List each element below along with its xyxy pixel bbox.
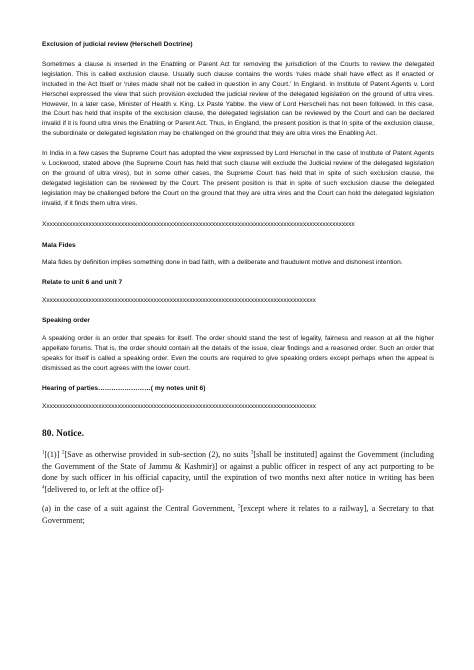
document-page [42, 40, 434, 526]
section-exclusion-judicial-review [42, 40, 434, 230]
notice-text-2: [Save as otherwise provided in sub-section (2), no suits [64, 450, 251, 460]
heading-exclusion-judicial-review: Exclusion of judicial review (Herschell Doctrine) [42, 41, 193, 48]
notice-text-1: [(1)] [44, 450, 62, 460]
clause-a-text-1: (a) in the case of a suit against the Central Government, [42, 504, 239, 514]
clause-a-text-2: [except where it relates to a railway], a Secretary to that Government; [42, 504, 434, 525]
section-notice [42, 429, 434, 525]
footnote-ref-5: 5 [238, 504, 241, 510]
paragraph-notice-clause-a [42, 503, 434, 526]
separator-line-3: Xxxxxxxxxxxxxxxxxxxxxxxxxxxxxxxxxxxxxxxxxxxxxxxxxxxxxxxxxxxxxxxxxxxxxxxxxxxxxxxxxxxx [42, 402, 316, 410]
footnote-ref-1: 1 [42, 450, 45, 456]
section-relate-units [42, 278, 434, 306]
heading-hearing-of-parties: Hearing of parties……………………( my notes unit 6) [42, 384, 206, 392]
section-mala-fides [42, 241, 434, 269]
footnote-ref-3: 3 [250, 450, 254, 456]
paragraph-india-position: In India in a few cases the Supreme Court has adopted the view expressed by Lord Herschel in the case of Institute of Patent Agents v. Lockwood, stated above (the Supreme Court has held that such clause will exclude the Judicial review of the delegated legislation on the ground of ultra vires), but in some other cases, the Supreme Court has held that in spite of such exclusion clause, the delegated legislation can be reviewed by the Court. The present position is that in spite of such exclusion clause the delegated legislation may be challenged before the Court on the ground that they are ultra vires and the Court can hold the delegated legislation invalid, if it finds them ultra vires. [42, 150, 434, 207]
footnote-ref-4: 4 [42, 485, 45, 490]
paragraph-england-position: Sometimes a clause is inserted in the Enabling or Parent Act for removing the jurisdiction of the Courts to review the delegated legislation. This is called exclusion clause. Usually such clause contains the words ‘rules made shall have effect as If enacted or Included in the Act Itself or ‘rules made shall not be called in question in any Court.’ In England. in Institute of Patent Agents v. Lord Herschel expressed the view that such provision excluded the judicial review of the delegated legislation on the ground of ultra vires. However, In a later case, Minister of Health v. King. Lx Paste Yabbe. the view of Lord Herscheli has not been followed. In this case, the Court has held that inspite of the exclusion clause, the delegated legislation can be reviewed by the Court and can be declared invalid if it is found ultra vires the Enabling or Parent Act. Thus, in England, the present position is that In spite of the exclusion clause, the subordinate or delegated legislation may be challenged on the ground that they are ultra vires the Enabling Act. [42, 60, 434, 138]
heading-notice: 80. Notice. [42, 429, 84, 440]
section-hearing-of-parties [42, 384, 434, 412]
paragraph-speaking-order: A speaking order is an order that speaks for itself. The order should stand the test of legality, fairness and reason at all the higher appellate forums. That is, the order should contain all the details of the issue, clear findings and a reasoned order. Such an order that speaks for itself is called a speaking order. Even the courts are required to give speaking orders except perhaps when the appeal is dismissed as the court agrees with the lower court. [42, 335, 434, 372]
separator-line-1: Xxxxxxxxxxxxxxxxxxxxxxxxxxxxxxxxxxxxxxxxxxxxxxxxxxxxxxxxxxxxxxxxxxxxxxxxxxxxxxxxxxxxxxxxxxxxxxxx [42, 220, 355, 228]
paragraph-notice-sub-section-1 [42, 449, 434, 495]
heading-speaking-order: Speaking order [42, 317, 91, 325]
notice-text-4: [delivered to, or left at the office of]- [44, 484, 164, 494]
paragraph-mala-fides: Mala fides by definition implies something done in bad faith, with a deliberate and fraudulent motive and dishonest intention. [42, 259, 403, 267]
heading-relate-units: Relate to unit 6 and unit 7 [42, 279, 123, 287]
separator-line-2: Xxxxxxxxxxxxxxxxxxxxxxxxxxxxxxxxxxxxxxxxxxxxxxxxxxxxxxxxxxxxxxxxxxxxxxxxxxxxxxxxxxxx [42, 297, 316, 305]
notice-text-3: [shall be instituted] against the Government (including the Government of the State of Jammu & Kashmir)] or against a public officer in respect of any act purporting to be done by such officer in his official capacity, until the expiration of two months next after notice in writing has been [42, 450, 434, 483]
section-speaking-order [42, 316, 434, 374]
footnote-ref-2: 2 [61, 450, 65, 456]
heading-mala-fides: Mala Fides [42, 241, 76, 249]
